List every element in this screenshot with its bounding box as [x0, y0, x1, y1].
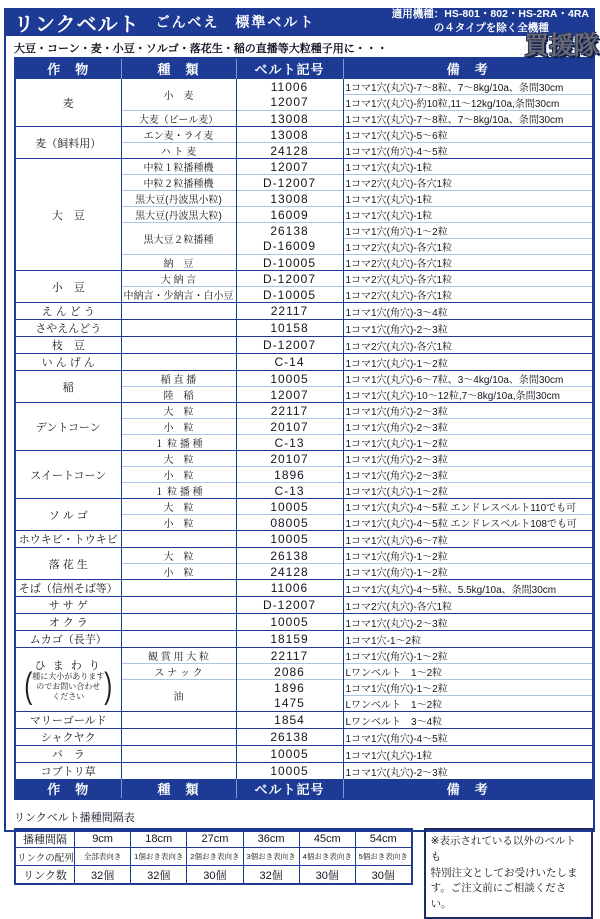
type-cell — [121, 597, 236, 614]
table-row — [15, 548, 593, 564]
crop-cell: スイートコーン — [15, 451, 121, 499]
belt-code-cell: 13008 — [236, 191, 343, 207]
main-table-body — [15, 79, 593, 780]
belt-code-cell: 20107 — [236, 419, 343, 435]
remark-cell: 1コマ1穴(角穴)-2～3粒 — [343, 320, 593, 337]
remark-cell: 1コマ1穴(丸穴)-6～7粒 — [343, 531, 593, 548]
belt-code-cell: 18159 — [236, 631, 343, 648]
belt-code-cell: 24128 — [236, 564, 343, 580]
type-cell — [121, 746, 236, 763]
table-row — [15, 303, 593, 320]
table-row — [15, 631, 593, 648]
type-cell: 小 粒 — [121, 515, 236, 531]
table-row — [15, 499, 593, 515]
page-title: リンクベルト — [14, 13, 140, 36]
type-cell: ス ナ ッ ク — [121, 664, 236, 680]
type-cell: 中粒２粒播種機 — [121, 175, 236, 191]
remark-cell: 1コマ2穴(丸穴)-各穴1粒 — [343, 597, 593, 614]
belt-code-cell: 12007 — [236, 159, 343, 175]
belt-code-cell: 13008 — [236, 127, 343, 143]
applicable-models-line1: 適用機種：HS-801・802・HS-2RA・4RA — [391, 8, 589, 21]
spacing-cell: 1個おき表向き — [131, 848, 187, 866]
special-order-note — [424, 828, 593, 919]
belt-code-cell: 08005 — [236, 515, 343, 531]
belt-code-cell: 22117 — [236, 648, 343, 664]
belt-code-cell: 10005 — [236, 614, 343, 631]
table-row — [15, 729, 593, 746]
crop-cell: バ ラ — [15, 746, 121, 763]
crop-note-line: のでお問い合わせ — [36, 682, 101, 691]
remark-cell: 1コマ1穴(丸穴)-1粒 — [343, 191, 593, 207]
spacing-cell: 全部表向き — [75, 848, 131, 866]
type-cell — [121, 354, 236, 371]
table-row — [15, 451, 593, 467]
main-belt-table — [14, 57, 594, 800]
crop-cell: マリーゴールド — [15, 712, 121, 729]
type-cell: 大 粒 — [121, 451, 236, 467]
type-cell: 納 豆 — [121, 255, 236, 271]
remark-cell: Lワンベルト 1～2粒 — [343, 664, 593, 680]
table-row — [15, 371, 593, 387]
spacing-cell: 32個 — [75, 866, 131, 885]
remark-cell: 1コマ1穴(丸穴)-1粒 — [343, 207, 593, 223]
table-row — [15, 597, 593, 614]
remark-cell: 1コマ1穴(丸穴)-1～2粒 — [343, 483, 593, 499]
remark-cell: 1コマ1穴(丸穴)-4～5粒 エンドレスベルト108でも可 — [343, 515, 593, 531]
remark-cell: 1コマ2穴(丸穴)-各穴1粒 — [343, 175, 593, 191]
table-row — [15, 746, 593, 763]
belt-code-cell: 12007 — [236, 95, 343, 111]
type-cell: 油 — [121, 680, 236, 712]
page-subtitle: ごんべえ 標準ベルト — [155, 14, 316, 30]
header-remarks: 備 考 — [343, 58, 593, 79]
page-frame — [4, 8, 595, 910]
table-row — [15, 614, 593, 631]
belt-code-cell: 10158 — [236, 320, 343, 337]
type-cell: １ 粒 播 種 — [121, 483, 236, 499]
belt-code-cell: 13008 — [236, 111, 343, 127]
belt-code-cell: D-12007 — [236, 337, 343, 354]
type-cell: １ 粒 播 種 — [121, 435, 236, 451]
remark-cell: 1コマ1穴(角穴)-4～5粒 — [343, 729, 593, 746]
type-cell: 大 粒 — [121, 499, 236, 515]
crop-cell: そば（信州そば等） — [15, 580, 121, 597]
spacing-row-label: 播種間隔 — [15, 829, 75, 848]
remark-cell: 1コマ1穴(丸穴)-10～12粒,7～8kg/10a,条間30cm — [343, 387, 593, 403]
type-cell: 小 粒 — [121, 467, 236, 483]
remark-cell: 1コマ1穴(角穴)-1～2粒 — [343, 680, 593, 696]
crop-cell: 麦 — [15, 79, 121, 127]
spacing-table-title: リンクベルト播種間隔表 — [14, 812, 135, 824]
type-cell — [121, 729, 236, 746]
applicable-models-line2: の４タイプを除く全機種 — [433, 22, 549, 34]
spacing-row-label: リンクの配列 — [15, 848, 75, 866]
remark-cell: 1コマ1穴(丸穴)-6～7粒、3～4kg/10a、条間30cm — [343, 371, 593, 387]
crop-cell: 稲 — [15, 371, 121, 403]
footer-header-crop: 作 物 — [15, 779, 121, 799]
crop-cell: え ん ど う — [15, 303, 121, 320]
type-cell: 小 粒 — [121, 419, 236, 435]
type-cell — [121, 303, 236, 320]
crop-cell: サ サ ゲ — [15, 597, 121, 614]
table-row — [15, 403, 593, 419]
remark-cell: Lワンベルト 3～4粒 — [343, 712, 593, 729]
type-cell: 大 粒 — [121, 403, 236, 419]
table-row — [15, 580, 593, 597]
belt-code-cell: 10005 — [236, 371, 343, 387]
usage-note: 大豆・コーン・麦・小豆・ソルゴ・落花生・稲の直播等大粒種子用に・・・ — [14, 43, 388, 55]
remark-cell: 1コマ1穴(丸穴)-2～3粒 — [343, 763, 593, 780]
remark-cell: 1コマ1穴(丸穴)-1～2粒 — [343, 435, 593, 451]
crop-cell: い ん げ ん — [15, 354, 121, 371]
spacing-cell: 18cm — [131, 829, 187, 848]
table-row — [15, 320, 593, 337]
spacing-row-arrangement — [15, 848, 412, 866]
spacing-cell: 54cm — [355, 829, 411, 848]
belt-code-cell: D-16009 — [236, 239, 343, 255]
belt-code-cell: 16009 — [236, 207, 343, 223]
belt-code-cell: 22117 — [236, 303, 343, 320]
special-order-note-line: ※表示されている以外のベルトも — [430, 835, 576, 863]
type-cell: 黒大豆(丹波黒大粒) — [121, 207, 236, 223]
header-type: 種 類 — [121, 58, 236, 79]
belt-code-cell: 1854 — [236, 712, 343, 729]
remark-cell: 1コマ1穴(丸穴)-約10粒,11～12kg/10a,条間30cm — [343, 95, 593, 111]
spacing-cell: 9cm — [75, 829, 131, 848]
special-order-note-line: 特別注文としてお受けいたしま — [430, 866, 578, 879]
spacing-cell: 45cm — [299, 829, 355, 848]
type-cell: 大麦（ビール麦） — [121, 111, 236, 127]
table-row — [15, 531, 593, 548]
belt-code-cell: 11006 — [236, 79, 343, 95]
footer-header-code: ベルト記号 — [236, 779, 343, 799]
belt-code-cell: 10005 — [236, 763, 343, 780]
remark-cell: 1コマ1穴(丸穴)-1粒 — [343, 159, 593, 175]
right-paren: ) — [104, 666, 113, 707]
remark-cell: 1コマ1穴(角穴)-1～2粒 — [343, 548, 593, 564]
table-row — [15, 271, 593, 287]
remark-cell: 1コマ1穴(丸穴)-2～3粒 — [343, 614, 593, 631]
type-cell: 黒大豆２粒播種 — [121, 223, 236, 255]
type-cell — [121, 631, 236, 648]
remark-cell: 1コマ1穴(丸穴)-4～5粒、5.5kg/10a、条間30cm — [343, 580, 593, 597]
table-row — [15, 648, 593, 664]
spacing-table — [14, 828, 413, 885]
table-row — [15, 79, 593, 95]
watermark: 買援隊 — [523, 32, 599, 60]
crop-note-lines — [32, 672, 104, 702]
spacing-row-label: リンク数 — [15, 866, 75, 885]
spacing-cell: 3個おき表向き — [243, 848, 299, 866]
remark-cell: 1コマ1穴(角穴)-3～4粒 — [343, 303, 593, 320]
type-cell: 稲 直 播 — [121, 371, 236, 387]
crop-cell — [15, 648, 121, 712]
type-cell: 小 粒 — [121, 564, 236, 580]
remark-cell: 1コマ1穴(丸穴)-1粒 — [343, 746, 593, 763]
type-cell — [121, 531, 236, 548]
belt-code-cell: 1896 — [236, 680, 343, 696]
crop-name: ひ ま わ り — [34, 660, 102, 672]
spacing-cell: 2個おき表向き — [187, 848, 243, 866]
type-cell: 中納言・少納言・白小豆 — [121, 287, 236, 303]
crop-cell: 落 花 生 — [15, 548, 121, 580]
belt-code-cell: 11006 — [236, 580, 343, 597]
bottom-section — [14, 828, 593, 919]
spacing-cell: 4個おき表向き — [299, 848, 355, 866]
belt-code-cell: 12007 — [236, 387, 343, 403]
remark-cell: 1コマ1穴(角穴)-4～5粒 — [343, 143, 593, 159]
crop-cell: オ ク ラ — [15, 614, 121, 631]
special-order-note-line: す。ご注文前にご相談ください。 — [430, 882, 567, 910]
remark-cell: 1コマ1穴(角穴)-2～3粒 — [343, 419, 593, 435]
belt-code-cell: D-12007 — [236, 597, 343, 614]
table-row — [15, 127, 593, 143]
type-cell — [121, 337, 236, 354]
belt-code-cell: D-12007 — [236, 271, 343, 287]
type-cell: 観 賞 用 大 粒 — [121, 648, 236, 664]
belt-code-cell: 26138 — [236, 729, 343, 746]
remark-cell: 1コマ1穴(角穴)-2～3粒 — [343, 403, 593, 419]
remark-cell: 1コマ1穴(丸穴)-1～2粒 — [343, 354, 593, 371]
crop-note-line: 種に大小があります — [32, 672, 105, 681]
spacing-cell: 32個 — [131, 866, 187, 885]
type-cell: 大 粒 — [121, 548, 236, 564]
remark-cell: 1コマ2穴(丸穴)-各穴1粒 — [343, 239, 593, 255]
crop-cell: ホウキビ・トウキビ — [15, 531, 121, 548]
belt-code-cell: 10005 — [236, 499, 343, 515]
header-crop: 作 物 — [15, 58, 121, 79]
spacing-row-link-count — [15, 866, 412, 885]
spacing-cell: 5個おき表向き — [355, 848, 411, 866]
type-cell — [121, 712, 236, 729]
remark-cell: 1コマ1穴(角穴)-2～3粒 — [343, 467, 593, 483]
remark-cell: 1コマ1穴(丸穴)-5～6粒 — [343, 127, 593, 143]
spacing-cell: 30個 — [355, 866, 411, 885]
belt-code-cell: C-14 — [236, 354, 343, 371]
belt-code-cell: 26138 — [236, 548, 343, 564]
footer-header-remarks: 備 考 — [343, 779, 593, 799]
spacing-cell: 30個 — [299, 866, 355, 885]
remark-cell: 1コマ2穴(丸穴)-各穴1粒 — [343, 287, 593, 303]
remark-cell: 1コマ1穴-1～2粒 — [343, 631, 593, 648]
belt-code-cell: D-10005 — [236, 287, 343, 303]
belt-code-cell: C-13 — [236, 483, 343, 499]
belt-code-cell: 26138 — [236, 223, 343, 239]
table-row — [15, 337, 593, 354]
remark-cell: 1コマ2穴(丸穴)-各穴1粒 — [343, 337, 593, 354]
remark-cell: 1コマ2穴(丸穴)-各穴1粒 — [343, 255, 593, 271]
left-paren: ( — [24, 666, 33, 707]
crop-cell: 大 豆 — [15, 159, 121, 271]
belt-code-cell: D-10005 — [236, 255, 343, 271]
remark-cell: 1コマ1穴(丸穴)-7～8粒、7～8kg/10a、条間30cm — [343, 79, 593, 95]
type-cell: ハ ト 麦 — [121, 143, 236, 159]
spacing-row-interval — [15, 829, 412, 848]
type-cell: 中粒１粒播種機 — [121, 159, 236, 175]
table-row — [15, 763, 593, 780]
belt-code-cell: 10005 — [236, 531, 343, 548]
type-cell: 黒大豆(丹波黒小粒) — [121, 191, 236, 207]
spacing-cell: 36cm — [243, 829, 299, 848]
remark-cell: 1コマ1穴(角穴)-1～2粒 — [343, 223, 593, 239]
belt-code-cell: 10005 — [236, 746, 343, 763]
remark-cell: 1コマ1穴(丸穴)-4～5粒 エンドレスベルト110でも可 — [343, 499, 593, 515]
type-cell: エン麦・ライ麦 — [121, 127, 236, 143]
crop-cell: デントコーン — [15, 403, 121, 451]
belt-code-cell: 22117 — [236, 403, 343, 419]
crop-cell: シャクヤク — [15, 729, 121, 746]
crop-cell: ムカゴ（長芋） — [15, 631, 121, 648]
belt-code-cell: 1896 — [236, 467, 343, 483]
header-code: ベルト記号 — [236, 58, 343, 79]
table-row — [15, 712, 593, 729]
crop-cell: 小 豆 — [15, 271, 121, 303]
main-table-header — [15, 58, 593, 79]
title-bar — [6, 8, 593, 36]
crop-note-line: ください — [52, 692, 85, 701]
type-cell — [121, 320, 236, 337]
crop-cell: 麦（飼料用） — [15, 127, 121, 159]
belt-code-cell: 24128 — [236, 143, 343, 159]
remark-cell: 1コマ1穴(角穴)-1～2粒 — [343, 648, 593, 664]
type-cell: 小 麦 — [121, 79, 236, 111]
main-table-footer-header — [15, 779, 593, 799]
remark-cell: 1コマ1穴(角穴)-2～3粒 — [343, 451, 593, 467]
spacing-cell: 30個 — [187, 866, 243, 885]
remark-cell: 1コマ1穴(角穴)-1～2粒 — [343, 564, 593, 580]
crop-cell: さやえんどう — [15, 320, 121, 337]
belt-code-cell: 2086 — [236, 664, 343, 680]
remark-cell: 1コマ1穴(丸穴)-7～8粒、7～8kg/10a、条間30cm — [343, 111, 593, 127]
remark-cell: Lワンベルト 1～2粒 — [343, 696, 593, 712]
crop-cell: ソ ル ゴ — [15, 499, 121, 531]
spacing-cell: 27cm — [187, 829, 243, 848]
footer-header-type: 種 類 — [121, 779, 236, 799]
belt-code-cell: D-12007 — [236, 175, 343, 191]
type-cell — [121, 614, 236, 631]
belt-code-cell: 20107 — [236, 451, 343, 467]
belt-code-cell: 1475 — [236, 696, 343, 712]
table-row — [15, 159, 593, 175]
type-cell — [121, 580, 236, 597]
spacing-cell: 32個 — [243, 866, 299, 885]
crop-cell: 枝 豆 — [15, 337, 121, 354]
type-cell: 陸 稲 — [121, 387, 236, 403]
type-cell: 大 納 言 — [121, 271, 236, 287]
table-row — [15, 354, 593, 371]
belt-code-cell: C-13 — [236, 435, 343, 451]
crop-cell: コブトリ草 — [15, 763, 121, 780]
remark-cell: 1コマ2穴(丸穴)-各穴1粒 — [343, 271, 593, 287]
type-cell — [121, 763, 236, 780]
